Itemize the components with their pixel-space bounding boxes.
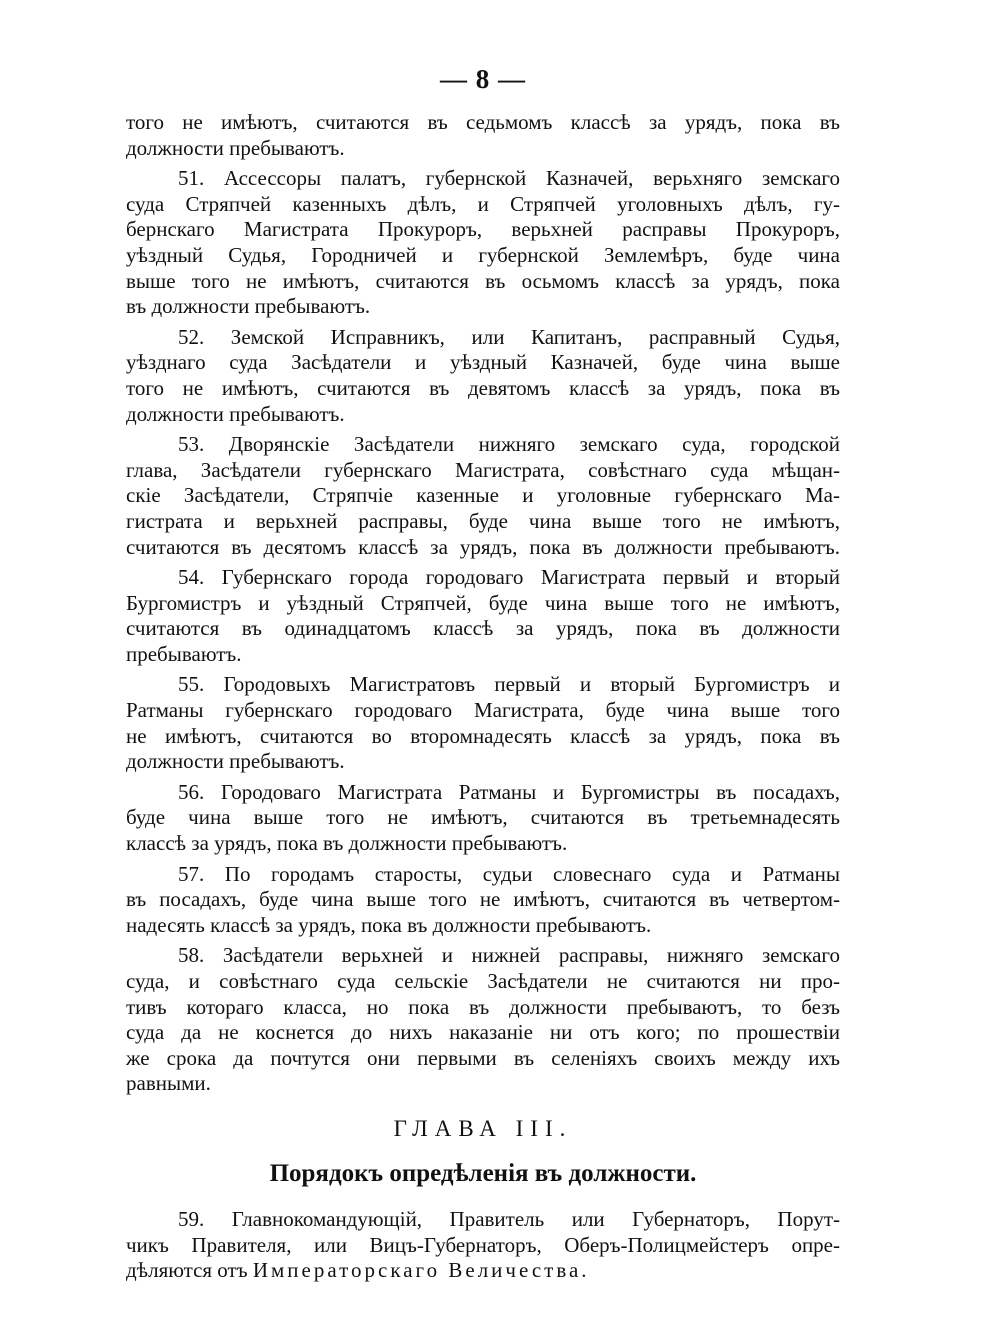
article-59 bbox=[126, 1207, 840, 1284]
text-line: выше того не имѣютъ, считаются въ осьмомъ классѣ за урядъ, пока bbox=[126, 268, 840, 293]
text-line: надесять классѣ за урядъ, пока въ должности пребываютъ. bbox=[126, 912, 652, 937]
text-line: скіе Засѣдатели, Стряпчіе казенные и уголовные губернскаго Ма- bbox=[126, 483, 840, 508]
text-line: считаются въ десятомъ классѣ за урядъ, пока въ должности пребываютъ. bbox=[126, 534, 840, 559]
document-page bbox=[126, 62, 840, 1284]
text-line: суда, и совѣстнаго суда сельскіе Засѣдатели не считаются ни про- bbox=[126, 969, 840, 993]
text-line-with-spaced bbox=[126, 1258, 840, 1284]
text-line: 52. Земской Исправникъ, или Капитанъ, расправный Судья, bbox=[178, 324, 840, 349]
article-57 bbox=[126, 862, 840, 939]
text-line: не имѣютъ, считаются во второмнадесять классѣ за урядъ, пока въ bbox=[126, 723, 840, 748]
text-line: Бургомистръ и уѣздный Стряпчей, буде чина выше того не имѣютъ, bbox=[126, 590, 840, 615]
text-line: 57. По городамъ старосты, судьи словеснаго суда и Ратманы bbox=[178, 861, 840, 886]
text-line: уѣздный Судья, Городничей и губернской Землемѣръ, буде чина bbox=[126, 242, 840, 267]
article-58 bbox=[126, 943, 840, 1097]
text-line: 53. Дворянскіе Засѣдатели нижняго земскаго суда, городской bbox=[178, 432, 840, 457]
text-line: того не имѣютъ, считаются въ седьмомъ классѣ за урядъ, пока въ bbox=[126, 110, 840, 134]
text-line: въ посадахъ, буде чина выше того не имѣютъ, считаются въ четвертом- bbox=[126, 887, 840, 912]
text-line: буде чина выше того не имѣютъ, считаются въ третьемнадесять bbox=[126, 805, 840, 830]
text-line: 51. Ассессоры палатъ, губернской Казначей, верьхняго земскаго bbox=[178, 166, 840, 191]
text-line: тивъ котораго класса, но пока въ должности пребываютъ, то безъ bbox=[126, 994, 840, 1019]
text-line: же срока да почтутся они первыми въ селеніяхъ своихъ между ихъ bbox=[126, 1045, 840, 1070]
text-line: суда да не коснется до нихъ наказаніе ни отъ кого; по прошествіи bbox=[126, 1020, 840, 1045]
text-line: гистрата и верьхней расправы, буде чина выше того не имѣютъ, bbox=[126, 508, 840, 533]
text-line: бернскаго Магистрата Прокуроръ, верьхней расправы Прокуроръ, bbox=[126, 217, 840, 242]
page-number: — 8 — bbox=[440, 64, 526, 94]
article-56 bbox=[126, 780, 840, 857]
text-line: 54. Губернскаго города городоваго Магистрата первый и вторый bbox=[178, 565, 840, 590]
text-line: того не имѣютъ, считаются въ девятомъ классѣ за урядъ, пока въ bbox=[126, 375, 840, 400]
article-53 bbox=[126, 432, 840, 560]
text-line: глава, Засѣдатели губернскаго Магистрата, совѣстнаго суда мѣщан- bbox=[126, 457, 840, 482]
text-line: 56. Городоваго Магистрата Ратманы и Бургомистры въ посадахъ, bbox=[178, 779, 840, 804]
continuation-paragraph bbox=[126, 110, 840, 161]
chapter-heading: ГЛАВА III. bbox=[393, 1115, 573, 1141]
text-fragment: дѣляются отъ bbox=[126, 1258, 253, 1283]
text-line: въ должности пребываютъ. bbox=[126, 294, 371, 319]
text-line: должности пребываютъ. bbox=[126, 401, 345, 426]
text-line: 55. Городовыхъ Магистратовъ первый и вторый Бургомистръ и bbox=[178, 672, 840, 697]
section-title: Порядокъ опредѣленія въ должности. bbox=[269, 1159, 697, 1187]
spaced-emphasis: Императорскаго Величества. bbox=[252, 1258, 590, 1283]
article-55 bbox=[126, 672, 840, 774]
article-51 bbox=[126, 166, 840, 320]
text-line: суда Стряпчей казенныхъ дѣлъ, и Стряпчей уголовныхъ дѣлъ, гу- bbox=[126, 191, 840, 216]
text-line: уѣзднаго суда Засѣдатели и уѣздный Казначей, буде чина выше bbox=[126, 350, 840, 375]
text-line: считаются въ одинадцатомъ классѣ за урядъ, пока въ должности bbox=[126, 616, 840, 641]
text-line: чикъ Правителя, или Вицъ-Губернаторъ, Оберъ-Полицмейстеръ опре- bbox=[126, 1232, 840, 1257]
article-54 bbox=[126, 565, 840, 667]
text-line: равными. bbox=[126, 1071, 211, 1096]
text-line: классѣ за урядъ, пока въ должности пребываютъ. bbox=[126, 831, 568, 856]
text-line: должности пребываютъ. bbox=[126, 749, 345, 774]
text-line: Ратманы губернскаго городоваго Магистрата, буде чина выше того bbox=[126, 698, 840, 723]
text-line: пребываютъ. bbox=[126, 641, 242, 666]
article-52 bbox=[126, 325, 840, 427]
text-line: должности пребываютъ. bbox=[126, 135, 345, 160]
text-line: 59. Главнокомандующій, Правитель или Губернаторъ, Порут- bbox=[178, 1206, 840, 1231]
text-line: 58. Засѣдатели верьхней и нижней расправы, нижняго земскаго bbox=[178, 943, 840, 968]
